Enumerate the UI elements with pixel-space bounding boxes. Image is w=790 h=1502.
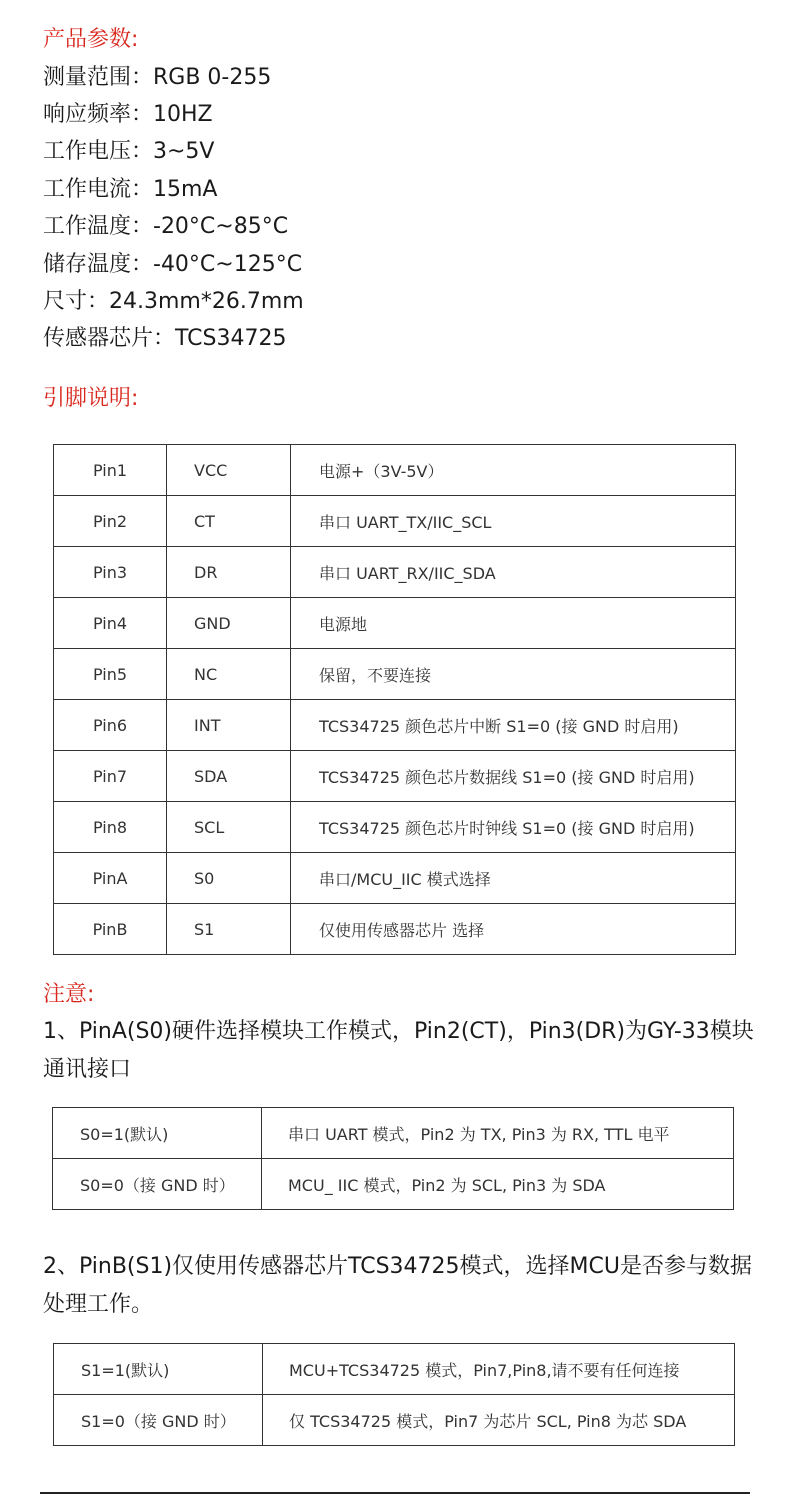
pin-name: S0 [167, 853, 291, 904]
note-1-text: 1、PinA(S0)硬件选择模块工作模式，Pin2(CT)，Pin3(DR)为GY-33模块通讯接口 [43, 1019, 754, 1082]
pin-section-heading: 引脚说明: [43, 386, 139, 411]
pin-id: PinA [54, 853, 167, 904]
spec-current: 工作电流：15mA [43, 177, 218, 202]
pin-id: Pin3 [54, 547, 167, 598]
pin-id: Pin1 [54, 445, 167, 496]
spec-measure-range: 测量范围：RGB 0-255 [43, 65, 272, 90]
table-row [54, 1395, 735, 1446]
table-row [54, 751, 736, 802]
table-row [54, 547, 736, 598]
table-row [54, 496, 736, 547]
pin-name: VCC [167, 445, 291, 496]
s1-setting: S1=1(默认) [54, 1344, 263, 1395]
pin-desc: 保留，不要连接 [291, 649, 736, 700]
pin-name: NC [167, 649, 291, 700]
pin-desc: 串口 UART_TX/IIC_SCL [291, 496, 736, 547]
table-row [54, 700, 736, 751]
pin-id: Pin6 [54, 700, 167, 751]
pin-id: Pin2 [54, 496, 167, 547]
product-params-heading: 产品参数: [43, 27, 139, 52]
s0-setting: S0=0（接 GND 时） [53, 1159, 262, 1210]
s1-desc: 仅 TCS34725 模式，Pin7 为芯片 SCL, Pin8 为芯 SDA [263, 1395, 735, 1446]
s1-setting: S1=0（接 GND 时） [54, 1395, 263, 1446]
pin-name: GND [167, 598, 291, 649]
s1-desc: MCU+TCS34725 模式，Pin7,Pin8,请不要有任何连接 [263, 1344, 735, 1395]
spec-voltage: 工作电压：3~5V [43, 139, 215, 164]
pin-desc: 电源地 [291, 598, 736, 649]
table-row [54, 853, 736, 904]
pin-name: INT [167, 700, 291, 751]
pin-name: SCL [167, 802, 291, 853]
table-row [54, 445, 736, 496]
table-row [53, 1108, 734, 1159]
s0-desc: 串口 UART 模式，Pin2 为 TX, Pin3 为 RX, TTL 电平 [262, 1108, 734, 1159]
pin-id: Pin5 [54, 649, 167, 700]
s0-desc: MCU_ IIC 模式，Pin2 为 SCL, Pin3 为 SDA [262, 1159, 734, 1210]
spec-sensor-chip: 传感器芯片：TCS34725 [43, 326, 287, 351]
pin-name: DR [167, 547, 291, 598]
s0-setting: S0=1(默认) [53, 1108, 262, 1159]
pin-desc: 串口/MCU_IIC 模式选择 [291, 853, 736, 904]
table-row [53, 1159, 734, 1210]
pin-desc: TCS34725 颜色芯片时钟线 S1=0 (接 GND 时启用) [291, 802, 736, 853]
pin-id: Pin4 [54, 598, 167, 649]
s1-mode-table [53, 1343, 735, 1446]
note-2-text: 2、PinB(S1)仅使用传感器芯片TCS34725模式，选择MCU是否参与数据处理工作。 [43, 1254, 752, 1317]
pin-name: S1 [167, 904, 291, 955]
spec-response-freq: 响应频率：10HZ [43, 102, 213, 127]
pin-desc: 电源+（3V-5V） [291, 445, 736, 496]
pin-id: Pin8 [54, 802, 167, 853]
pin-name: CT [167, 496, 291, 547]
bottom-divider [40, 1492, 750, 1494]
pin-desc: TCS34725 颜色芯片中断 S1=0 (接 GND 时启用) [291, 700, 736, 751]
spec-storage-temp: 储存温度：-40°C~125°C [43, 252, 303, 277]
s0-mode-table [52, 1107, 734, 1210]
table-row [54, 802, 736, 853]
pin-table [53, 444, 736, 955]
spec-size: 尺寸：24.3mm*26.7mm [43, 289, 304, 314]
pin-desc: TCS34725 颜色芯片数据线 S1=0 (接 GND 时启用) [291, 751, 736, 802]
table-row [54, 1344, 735, 1395]
table-row [54, 904, 736, 955]
pin-desc: 串口 UART_RX/IIC_SDA [291, 547, 736, 598]
pin-id: Pin7 [54, 751, 167, 802]
table-row [54, 598, 736, 649]
table-row [54, 649, 736, 700]
spec-operating-temp: 工作温度：-20°C~85°C [43, 214, 289, 239]
pin-name: SDA [167, 751, 291, 802]
notes-heading: 注意: [43, 982, 95, 1007]
pin-desc: 仅使用传感器芯片 选择 [291, 904, 736, 955]
pin-id: PinB [54, 904, 167, 955]
